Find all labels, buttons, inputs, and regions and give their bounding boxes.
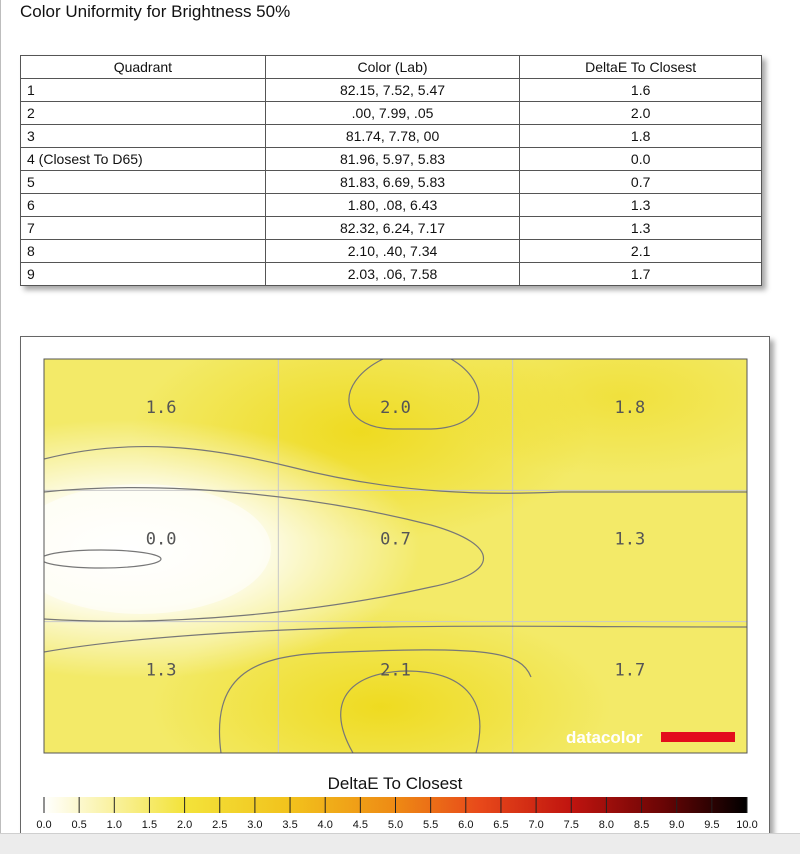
cell-quadrant: 1 bbox=[21, 79, 266, 102]
cell-value-label: 2.0 bbox=[380, 398, 411, 418]
cell-deltae: 1.6 bbox=[520, 79, 762, 102]
datacolor-logo-bar bbox=[661, 732, 735, 742]
table-header-row bbox=[21, 56, 762, 79]
cell-lab: 82.15, 7.52, 5.47 bbox=[265, 79, 520, 102]
cell-value-label: 1.8 bbox=[614, 398, 646, 418]
cell-lab: 81.83, 6.69, 5.83 bbox=[265, 171, 520, 194]
scale-tick-label: 5.0 bbox=[387, 819, 404, 831]
cell-value-label: 1.7 bbox=[614, 660, 646, 681]
scale-tick-label: 0.0 bbox=[36, 819, 52, 831]
cell-value-label: 1.3 bbox=[614, 529, 646, 550]
page-title: Color Uniformity for Brightness 50% bbox=[20, 2, 291, 21]
header-quadrant: Quadrant bbox=[21, 56, 266, 79]
cell-deltae: 0.0 bbox=[520, 148, 762, 171]
cell-quadrant: 3 bbox=[21, 125, 266, 148]
cell-quadrant: 2 bbox=[21, 102, 266, 125]
cell-lab: 2.03, .06, 7.58 bbox=[265, 263, 520, 286]
cell-lab: 2.10, .40, 7.34 bbox=[265, 240, 520, 263]
uniformity-chart bbox=[20, 336, 770, 834]
header-deltae: DeltaE To Closest bbox=[520, 56, 762, 79]
cell-deltae: 0.7 bbox=[520, 171, 762, 194]
uniformity-table-container bbox=[20, 55, 762, 286]
cell-lab: .00, 7.99, .05 bbox=[265, 102, 520, 125]
scale-tick-label: 5.5 bbox=[423, 819, 439, 831]
cell-deltae: 1.8 bbox=[520, 125, 762, 148]
uniformity-heatmap-svg bbox=[21, 337, 769, 834]
scale-tick-label: 6.0 bbox=[458, 819, 474, 831]
color-scale-labels bbox=[36, 819, 757, 831]
cell-lab: 81.74, 7.78, 00 bbox=[265, 125, 520, 148]
left-border bbox=[0, 0, 1, 853]
cell-value-label: 0.7 bbox=[380, 529, 411, 550]
scale-tick-label: 10.0 bbox=[736, 819, 758, 831]
scale-tick-label: 3.5 bbox=[282, 819, 298, 831]
cell-deltae: 2.0 bbox=[520, 102, 762, 125]
table-row bbox=[21, 240, 762, 263]
scale-tick-label: 8.5 bbox=[633, 819, 650, 831]
scale-tick-label: 8.0 bbox=[598, 819, 615, 831]
table-row bbox=[21, 217, 762, 240]
cell-deltae: 1.3 bbox=[520, 194, 762, 217]
table-row bbox=[21, 263, 762, 286]
cell-quadrant: 5 bbox=[21, 171, 266, 194]
color-scale-ticks bbox=[44, 797, 747, 813]
cell-lab: 81.96, 5.97, 5.83 bbox=[265, 148, 520, 171]
uniformity-table bbox=[20, 55, 762, 286]
scale-tick-label: 0.5 bbox=[71, 819, 87, 831]
cell-quadrant: 6 bbox=[21, 194, 266, 217]
table-row bbox=[21, 148, 762, 171]
scale-tick-label: 6.5 bbox=[493, 819, 509, 831]
table-row bbox=[21, 125, 762, 148]
cell-deltae: 1.7 bbox=[520, 263, 762, 286]
scale-tick-label: 2.0 bbox=[176, 819, 193, 831]
cell-value-label: 2.1 bbox=[380, 660, 411, 681]
scale-tick-label: 9.0 bbox=[669, 819, 685, 831]
scale-tick-label: 1.0 bbox=[106, 819, 122, 831]
cell-quadrant: 9 bbox=[21, 263, 266, 286]
cell-deltae: 2.1 bbox=[520, 240, 762, 263]
scale-tick-label: 1.5 bbox=[141, 819, 158, 831]
table-row bbox=[21, 171, 762, 194]
cell-value-label: 0.0 bbox=[145, 529, 177, 550]
scale-tick-label: 3.0 bbox=[247, 819, 263, 831]
cell-value-label: 1.3 bbox=[145, 660, 177, 681]
scale-tick-label: 4.0 bbox=[317, 819, 333, 831]
scale-tick-label: 7.5 bbox=[563, 819, 579, 831]
cell-quadrant: 4 (Closest To D65) bbox=[21, 148, 266, 171]
window-bottom-strip bbox=[0, 833, 800, 854]
table-row bbox=[21, 79, 762, 102]
scale-tick-label: 9.5 bbox=[704, 819, 720, 831]
cell-lab: 82.32, 6.24, 7.17 bbox=[265, 217, 520, 240]
scale-title: DeltaE To Closest bbox=[327, 774, 463, 793]
cell-value-label: 1.6 bbox=[145, 398, 177, 418]
cell-quadrant: 7 bbox=[21, 217, 266, 240]
header-color-lab: Color (Lab) bbox=[265, 56, 520, 79]
scale-tick-label: 7.0 bbox=[528, 819, 544, 831]
scale-tick-label: 2.5 bbox=[212, 819, 228, 831]
heatmap-plot-area bbox=[21, 337, 769, 807]
table-row bbox=[21, 102, 762, 125]
cell-deltae: 1.3 bbox=[520, 217, 762, 240]
cell-quadrant: 8 bbox=[21, 240, 266, 263]
table-row bbox=[21, 194, 762, 217]
cell-lab: 1.80, .08, 6.43 bbox=[265, 194, 520, 217]
scale-tick-label: 4.5 bbox=[352, 819, 368, 831]
datacolor-logo-text: datacolor bbox=[566, 728, 643, 747]
